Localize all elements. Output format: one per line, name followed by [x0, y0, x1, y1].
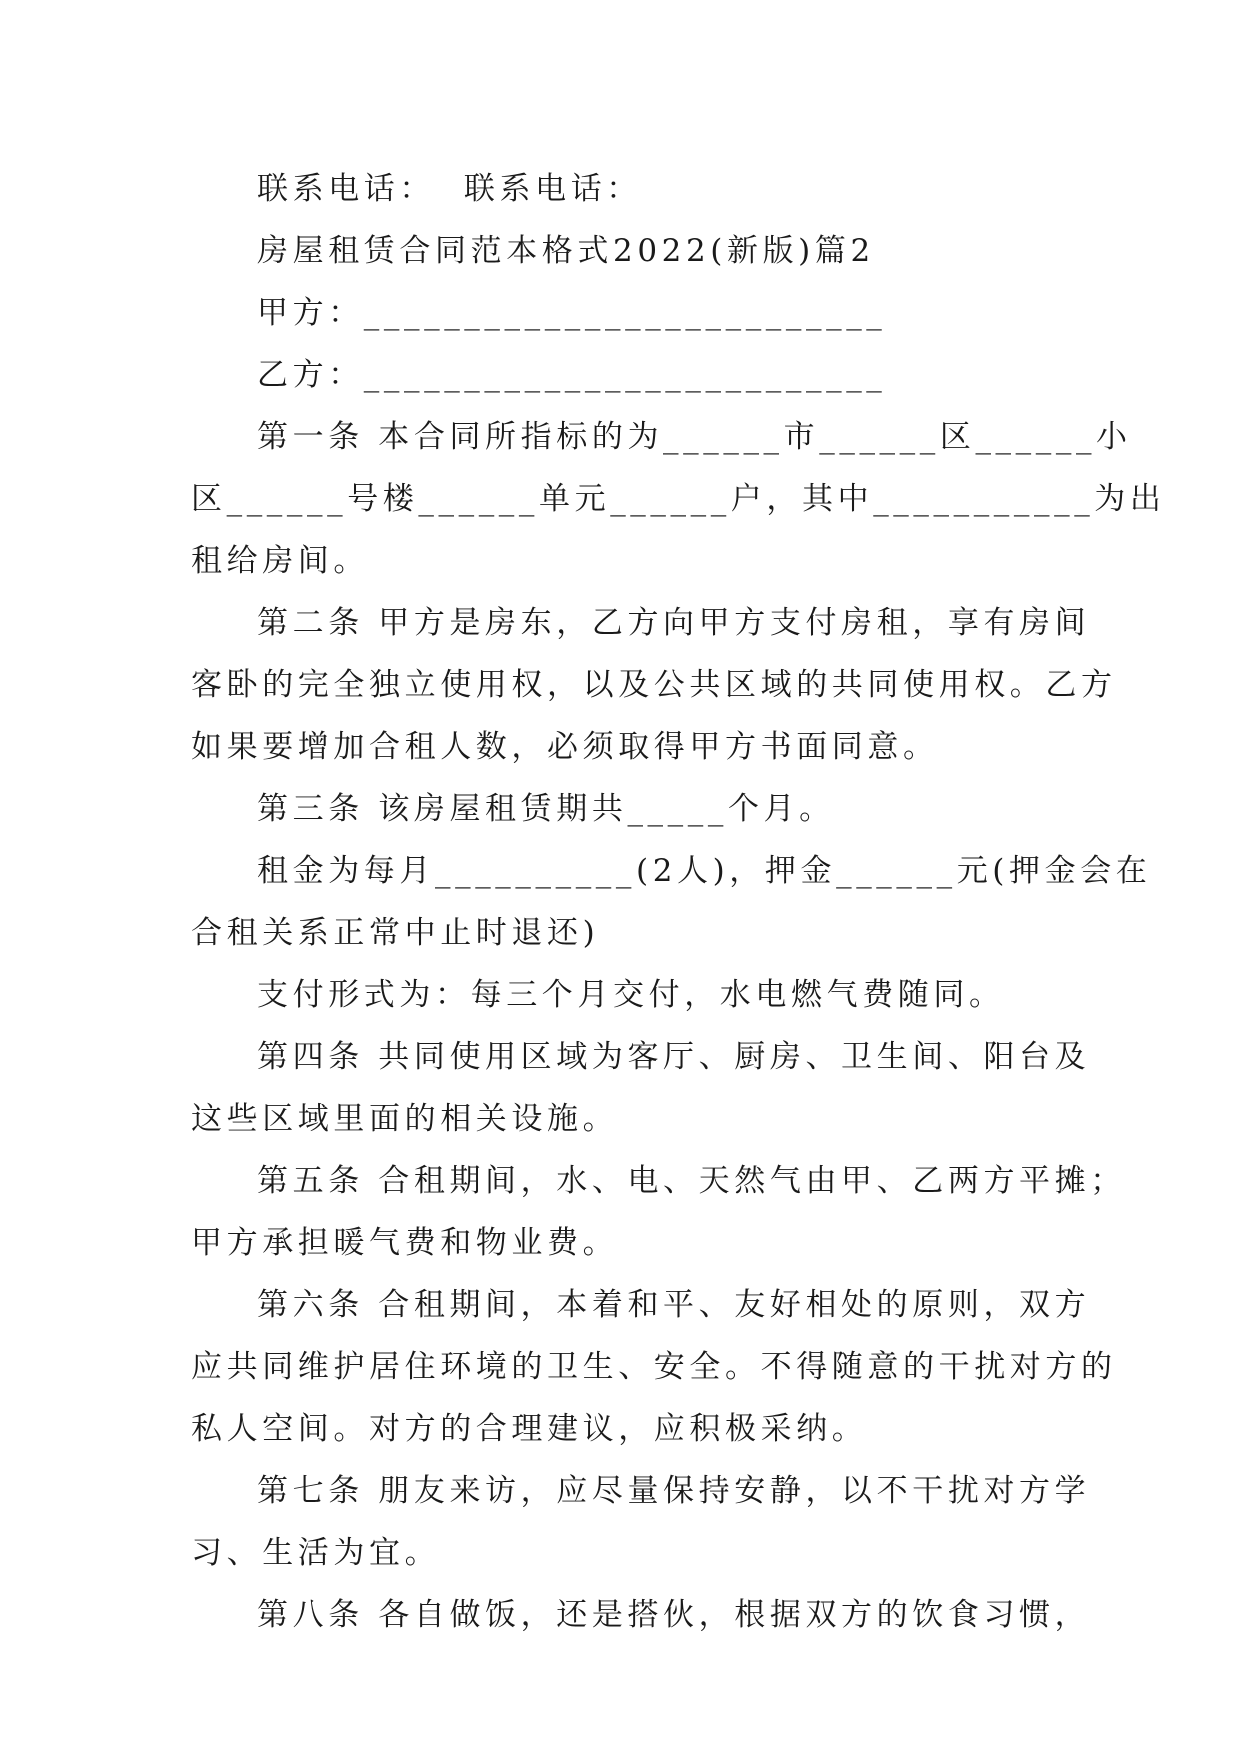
article-1-line-3: 租给房间。 — [191, 543, 369, 579]
article-4-line-2: 这些区域里面的相关设施。 — [191, 1101, 619, 1137]
section-title: 房屋租赁合同范本格式2022(新版)篇2 — [257, 233, 875, 269]
payment-line: 支付形式为：每三个月交付，水电燃气费随同。 — [257, 977, 1005, 1013]
article-7-line-2: 习、生活为宜。 — [191, 1535, 441, 1571]
rent-line-1: 租金为每月__________(2人)，押金______元(押金会在 — [257, 853, 1152, 889]
article-4-line-1: 第四条 共同使用区域为客厅、厨房、卫生间、阳台及 — [257, 1039, 1091, 1075]
article-1-line-2: 区______号楼______单元______户，其中___________为出 — [191, 481, 1166, 517]
article-2-line-3: 如果要增加合租人数，必须取得甲方书面同意。 — [191, 729, 939, 765]
article-3-line-1: 第三条 该房屋租赁期共_____个月。 — [257, 791, 835, 827]
rent-line-2: 合租关系正常中止时退还) — [191, 915, 600, 951]
article-1-line-1: 第一条 本合同所指标的为______市______区______小 — [257, 419, 1132, 455]
article-8-line-1: 第八条 各自做饭，还是搭伙，根据双方的饮食习惯， — [257, 1597, 1091, 1633]
document-body — [191, 158, 1166, 1646]
article-6-line-3: 私人空间。对方的合理建议，应积极采纳。 — [191, 1411, 868, 1447]
article-2-line-2: 客卧的完全独立使用权，以及公共区域的共同使用权。乙方 — [191, 667, 1117, 703]
article-6-line-2: 应共同维护居住环境的卫生、安全。不得随意的干扰对方的 — [191, 1349, 1117, 1385]
party-b-line: 乙方：__________________________ — [257, 357, 887, 393]
party-a-line: 甲方：__________________________ — [257, 295, 887, 331]
article-6-line-1: 第六条 合租期间，本着和平、友好相处的原则，双方 — [257, 1287, 1091, 1323]
article-5-line-2: 甲方承担暖气费和物业费。 — [191, 1225, 619, 1261]
article-2-line-1: 第二条 甲方是房东，乙方向甲方支付房租，享有房间 — [257, 605, 1091, 641]
article-5-line-1: 第五条 合租期间，水、电、天然气由甲、乙两方平摊； — [257, 1163, 1126, 1199]
article-7-line-1: 第七条 朋友来访，应尽量保持安静，以不干扰对方学 — [257, 1473, 1091, 1509]
contact-phone-line: 联系电话： 联系电话： — [257, 171, 642, 207]
